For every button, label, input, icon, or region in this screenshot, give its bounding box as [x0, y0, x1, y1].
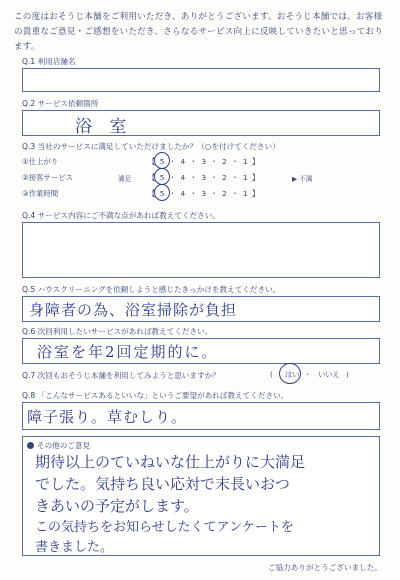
other-line-4: この気持ちをお知らせしたくてアンケートを [35, 520, 294, 535]
q7-label: Q.7 次回もおそうじ本舗を利用してみようと思いますか？ [22, 371, 220, 380]
other-line-1: 期待以上のていねいな仕上がりに大満足 [35, 453, 306, 471]
q3-row-time-label: ③作業時間 [22, 189, 59, 198]
q4-label: Q.4 サービス内容にご不満な点があれば教えてください。 [22, 211, 220, 220]
q2-answer-box[interactable] [22, 110, 380, 136]
other-comments-box[interactable] [22, 436, 380, 556]
q4-answer-box[interactable] [22, 222, 380, 278]
q3-row-finish-circle [154, 152, 170, 169]
q5-answer-box[interactable] [22, 296, 380, 322]
q5-label: Q.5 ハウスクリーニングを依頼しようと感じたきっかけを教えてください。 [22, 285, 281, 294]
q7-option-no[interactable]: いいえ [318, 370, 340, 379]
q3-row-time-circle [154, 184, 170, 201]
q3-row-service-label: ②接客サービス [22, 173, 73, 182]
other-comments-header [27, 440, 90, 451]
q7-separator: ・ [304, 370, 312, 379]
q3-row-finish-label: ①仕上がり [22, 157, 59, 166]
dissatisfied-label: ▶ 不満 [292, 175, 313, 183]
q5-answer: 身障者の為、浴室掃除が負担 [29, 301, 238, 319]
q8-label: Q.8 「こんなサービスあるといいな」というご要望があれば教えてください。 [22, 391, 289, 400]
q3-label: Q.3 当社のサービスに満足していただけましたか？（○を付けてください） [22, 142, 280, 151]
other-line-2: でした。気持ち良い応対で末長いおつ [35, 475, 290, 493]
other-comments-label: その他のご意見 [37, 441, 91, 450]
q7-yes-circle [279, 363, 301, 384]
q2-label: Q.2 サービス依頼箇所 [22, 99, 99, 108]
q3-row-time-scale[interactable]: 【 5 ・ 4 ・ 3 ・ 2 ・ 1 】 [148, 189, 261, 198]
other-line-5: 書きました。 [35, 540, 114, 555]
q3-row-service-scale[interactable]: 【 5 ・ 4 ・ 3 ・ 2 ・ 1 】 [148, 173, 261, 182]
q6-answer-box[interactable] [22, 338, 380, 364]
q1-answer-box[interactable] [22, 68, 380, 92]
satisfied-label: 満足 [118, 175, 132, 183]
intro-text: この度はおそうじ本舗をご利用いただき、ありがとうございます。おそうじ本舗では、お客様の貴重なご意見・ご感想をいただき、さらなるサービス向上に反映していきたいと思っております。 [14, 12, 383, 52]
q6-answer: 浴室を年2回定期的に。 [37, 343, 219, 361]
q8-answer-box[interactable] [22, 402, 380, 430]
q7-close-paren: ) [346, 370, 349, 379]
q3-row-finish-scale[interactable]: 【 5 ・ 4 ・ 3 ・ 2 ・ 1 】 [148, 157, 261, 166]
dissatisfied-text: 不満 [299, 175, 313, 183]
footer-thanks: ご協力ありがとうございました。 [268, 563, 382, 572]
bullet-icon [27, 442, 34, 449]
other-line-3: きあいの予定がします。 [35, 497, 199, 515]
q6-label: Q.6 次回利用したいサービスがあれば教えてください。 [22, 327, 213, 336]
q3-row-service-circle [154, 168, 170, 185]
q2-answer: 浴 室 [75, 117, 133, 137]
q8-answer: 障子張り。草むしり。 [27, 408, 188, 426]
q7-option-yes[interactable]: はい [285, 370, 300, 379]
q1-label: Q.1 利用店舗名 [22, 57, 76, 66]
q7-open-paren: ( [270, 370, 273, 379]
